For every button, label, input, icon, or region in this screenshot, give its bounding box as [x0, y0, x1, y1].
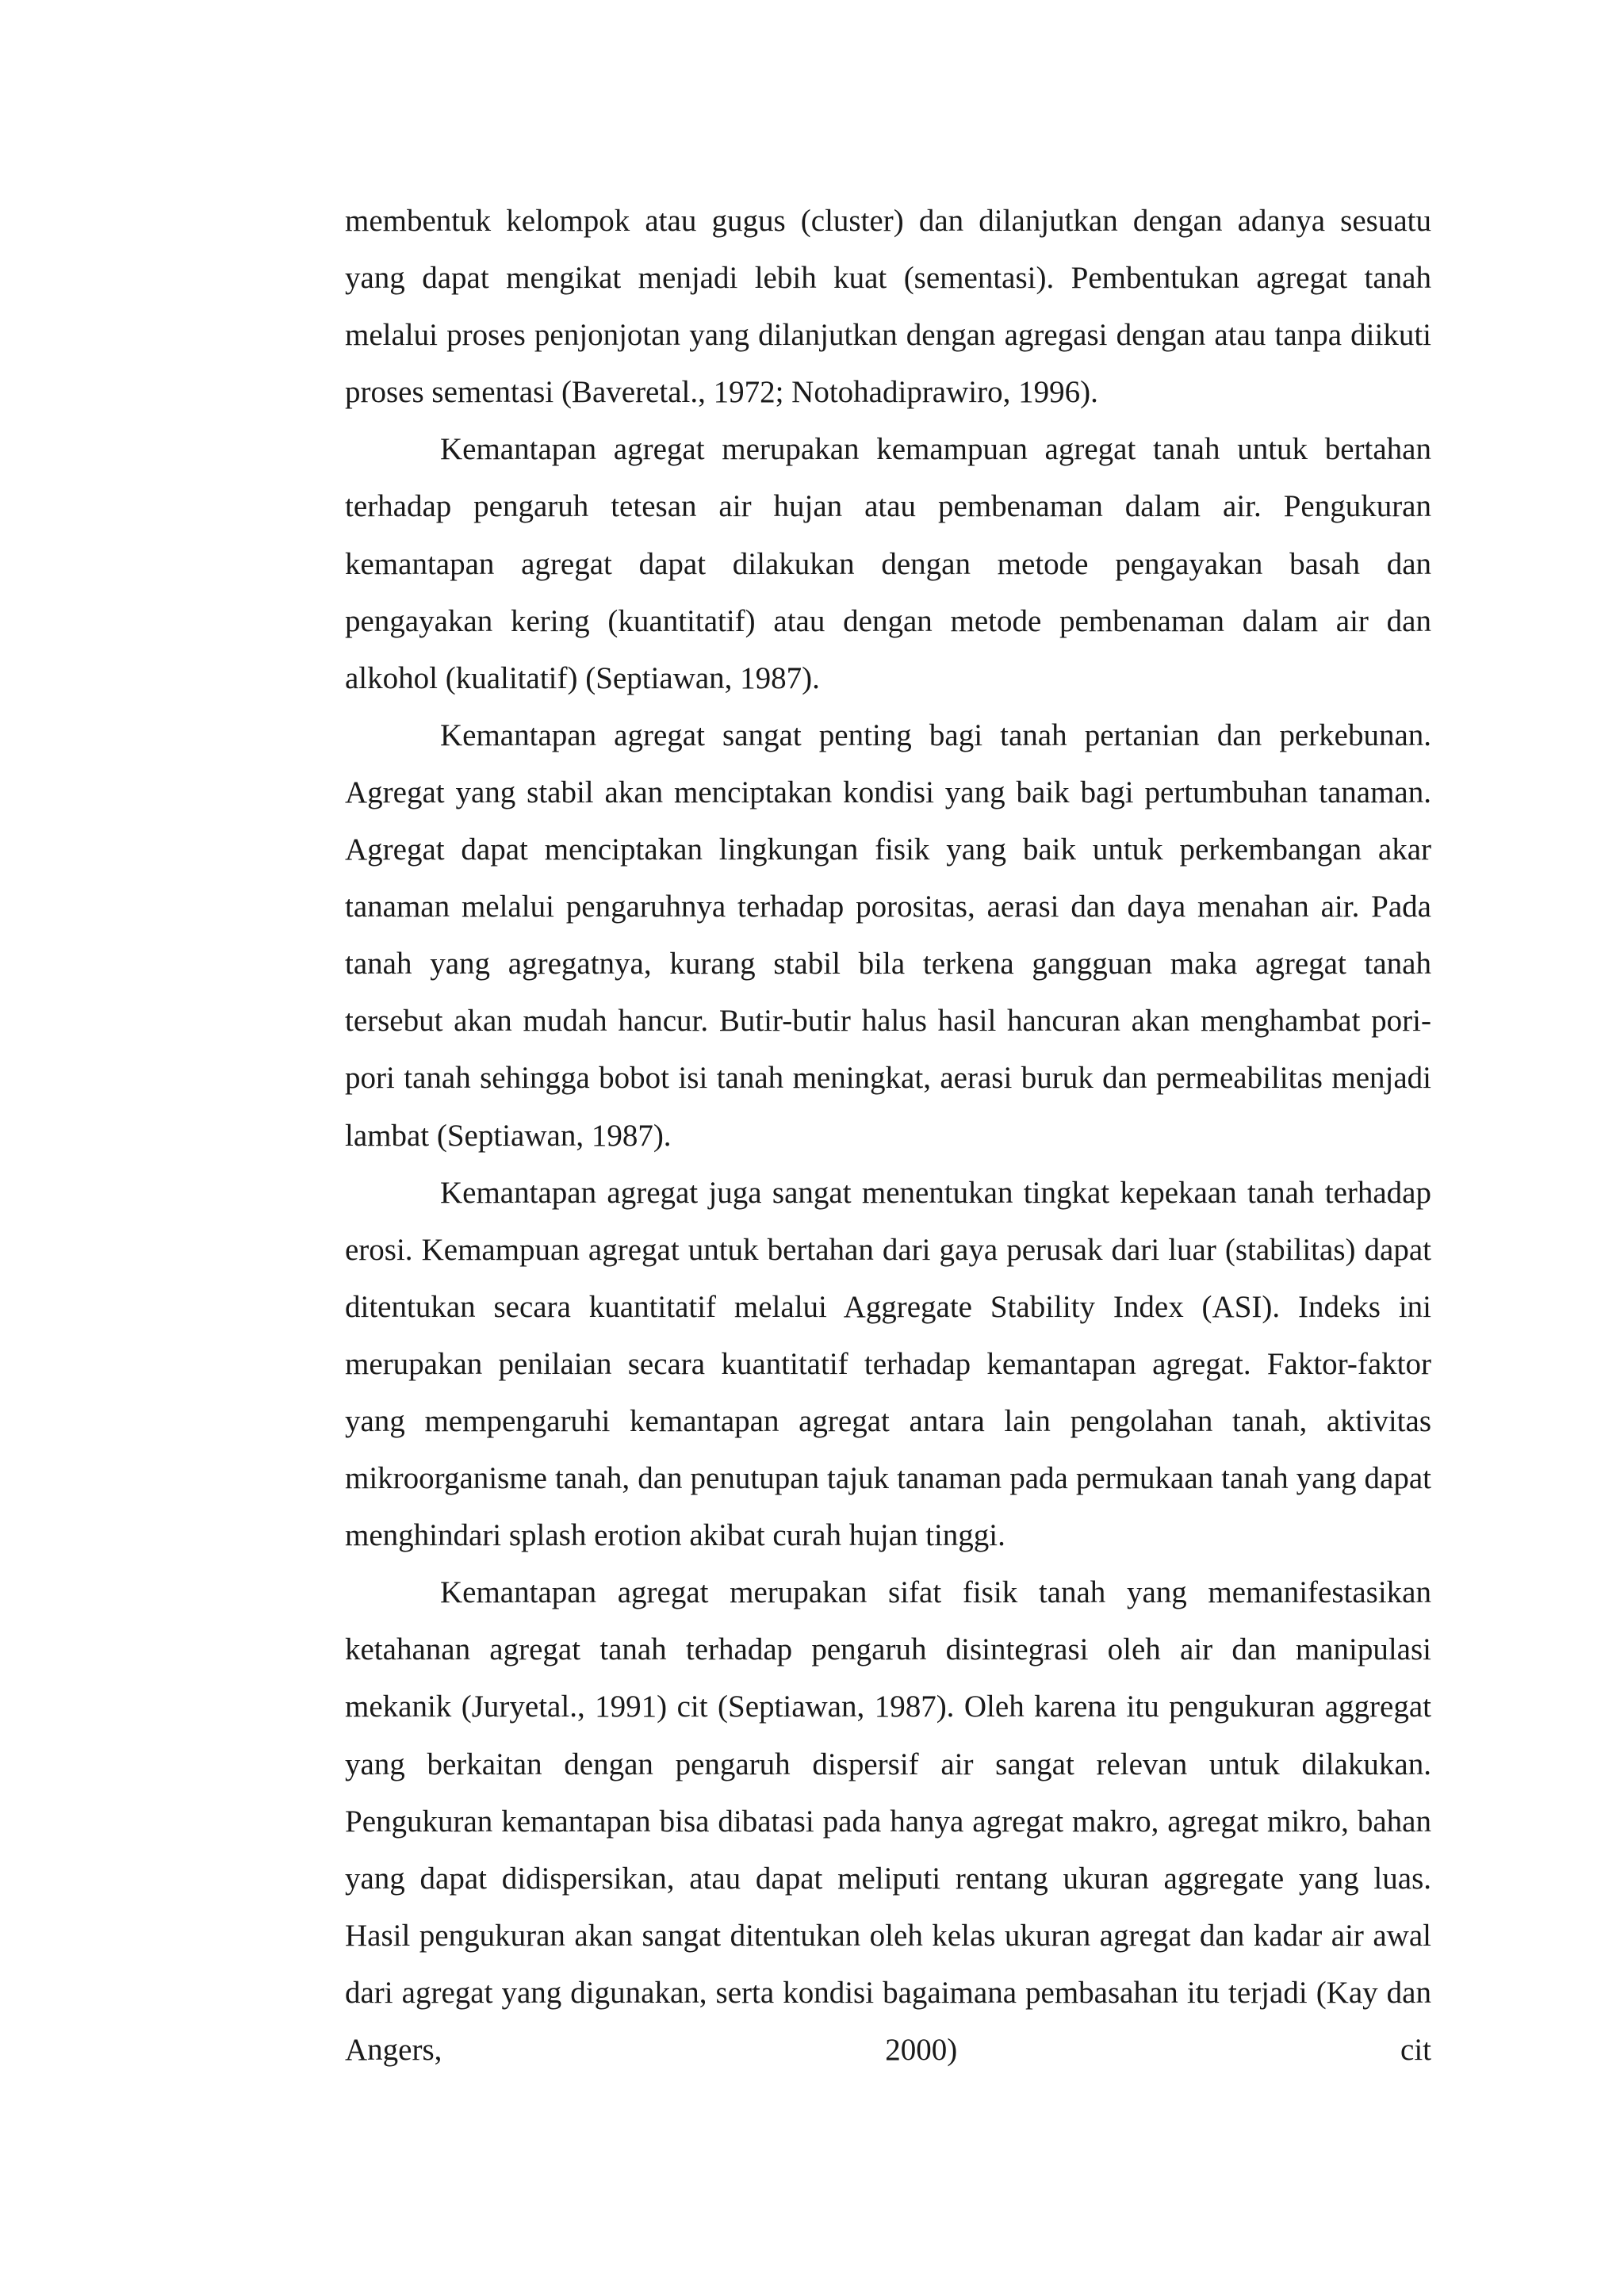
paragraph: Kemantapan agregat merupakan sifat fisik tanah yang memanifestasikan ketahanan agregat tanah terhadap pengaruh disintegrasi oleh air dan manipulasi mekanik (Juryetal., 1991) cit (Septiawan, 1987). Oleh karena itu pengukuran aggregat yang berkaitan dengan pengaruh dispersif air sangat relevan untuk dilakukan. Pengukuran kemantapan bisa dibatasi pada hanya agregat makro, agregat mikro, bahan yang dapat didispersikan, atau dapat meliputi rentang ukuran aggregate yang luas. Hasil pengukuran akan sangat ditentukan oleh kelas ukuran agregat dan kadar air awal dari agregat yang digunakan, serta kondisi bagaimana pembasahan itu terjadi (Kay dan Angers, 2000) cit	[345, 1575, 1431, 2067]
paragraph: Kemantapan agregat sangat penting bagi tanah pertanian dan perkebunan. Agregat yang stabil akan menciptakan kondisi yang baik bagi pertumbuhan tanaman. Agregat dapat menciptakan lingkungan fisik yang baik untuk perkembangan akar tanaman melalui pengaruhnya terhadap porositas, aerasi dan daya menahan air. Pada tanah yang agregatnya, kurang stabil bila terkena gangguan maka agregat tanah tersebut akan mudah hancur. Butir-butir halus hasil hancuran akan menghambat pori-pori tanah sehingga bobot isi tanah meningkat, aerasi buruk dan permeabilitas menjadi lambat (Septiawan, 1987).	[345, 718, 1431, 1153]
paragraph: Kemantapan agregat merupakan kemampuan agregat tanah untuk bertahan terhadap pengaruh tetesan air hujan atau pembenaman dalam air. Pengukuran kemantapan agregat dapat dilakukan dengan metode pengayakan basah dan pengayakan kering (kuantitatif) atau dengan metode pembenaman dalam air dan alkohol (kualitatif) (Septiawan, 1987).	[345, 432, 1431, 695]
body-text	[345, 193, 1431, 2079]
paragraph-continuation: membentuk kelompok atau gugus (cluster) dan dilanjutkan dengan adanya sesuatu yang dapat mengikat menjadi lebih kuat (sementasi). Pembentukan agregat tanah melalui proses penjonjotan yang dilanjutkan dengan agregasi dengan atau tanpa diikuti proses sementasi (Baveretal., 1972; Notohadiprawiro, 1996).	[345, 204, 1431, 410]
paragraph: Kemantapan agregat juga sangat menentukan tingkat kepekaan tanah terhadap erosi. Kemampuan agregat untuk bertahan dari gaya perusak dari luar (stabilitas) dapat ditentukan secara kuantitatif melalui Aggregate Stability Index (ASI). Indeks ini merupakan penilaian secara kuantitatif terhadap kemantapan agregat. Faktor-faktor yang mempengaruhi kemantapan agregat antara lain pengolahan tanah, aktivitas mikroorganisme tanah, dan penutupan tajuk tanaman pada permukaan tanah yang dapat menghindari splash erotion akibat curah hujan tinggi.	[345, 1175, 1431, 1553]
